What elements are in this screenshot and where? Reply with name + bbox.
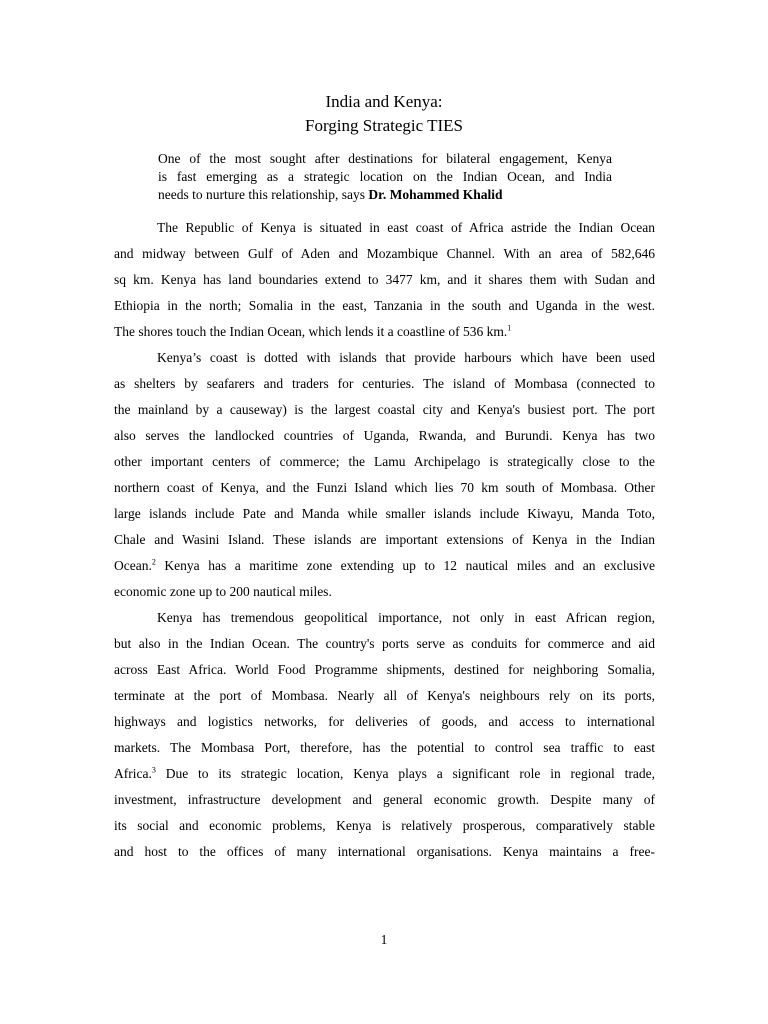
body-line: terminate at the port of Mombasa. Nearly all of Kenya's neighbours rely on its ports, (114, 688, 655, 703)
article-title-line-2: Forging Strategic TIES (304, 116, 464, 135)
body-line: The Republic of Kenya is situated in east coast of Africa astride the Indian Ocean (157, 220, 655, 235)
body-line (114, 553, 655, 579)
footnote-marker[interactable]: 1 (507, 323, 512, 333)
abstract-line: is fast emerging as a strategic location on the Indian Ocean, and India (158, 169, 612, 184)
body-line (114, 761, 655, 787)
body-line: as shelters by seafarers and traders for centuries. The island of Mombasa (connected to (114, 376, 655, 391)
body-line: other important centers of commerce; the Lamu Archipelago is strategically close to the (114, 454, 655, 469)
body-line: Kenya has tremendous geopolitical importance, not only in east African region, (157, 610, 655, 625)
body-line: northern coast of Kenya, and the Funzi Island which lies 70 km south of Mombasa. Other (114, 480, 655, 495)
body-line: Ethiopia in the north; Somalia in the east, Tanzania in the south and Uganda in the west. (114, 298, 655, 313)
body-line: also serves the landlocked countries of Uganda, Rwanda, and Burundi. Kenya has two (114, 428, 655, 443)
abstract-line: One of the most sought after destinations for bilateral engagement, Kenya (158, 151, 612, 166)
footnote-marker[interactable]: 3 (151, 765, 156, 775)
abstract-line-text: needs to nurture this relationship, says (158, 187, 369, 202)
body-line: Chale and Wasini Island. These islands are important extensions of Kenya in the Indian (114, 532, 655, 547)
body-line-text: The shores touch the Indian Ocean, which lends it a coastline of 536 km. (114, 324, 508, 339)
body-line-text: Ocean. (114, 558, 152, 573)
body-line: markets. The Mombasa Port, therefore, has the potential to control sea traffic to east (114, 740, 655, 755)
page-number: 1 (380, 932, 388, 947)
body-line: large islands include Pate and Manda while smaller islands include Kiwayu, Manda Toto, (114, 506, 655, 521)
body-line: and midway between Gulf of Aden and Mozambique Channel. With an area of 582,646 (114, 246, 655, 261)
body-line: Kenya’s coast is dotted with islands that provide harbours which have been used (157, 350, 655, 365)
body-line: its social and economic problems, Kenya is relatively prosperous, comparatively stable (114, 818, 655, 833)
footnote-marker[interactable]: 2 (151, 557, 156, 567)
article-body (114, 215, 655, 865)
author-name: Dr. Mohammed Khalid (368, 187, 503, 202)
body-line: the mainland by a causeway) is the largest coastal city and Kenya's busiest port. The port (114, 402, 655, 417)
body-line: highways and logistics networks, for deliveries of goods, and access to international (114, 714, 655, 729)
body-line: across East Africa. World Food Programme shipments, destined for neighboring Somalia, (114, 662, 655, 677)
body-line: economic zone up to 200 nautical miles. (114, 584, 332, 599)
body-line: sq km. Kenya has land boundaries extend to 3477 km, and it shares them with Sudan and (114, 272, 655, 287)
abstract-line (158, 186, 612, 204)
body-line: and host to the offices of many international organisations. Kenya maintains a free- (114, 844, 655, 859)
body-line: investment, infrastructure development and general economic growth. Despite many of (114, 792, 655, 807)
body-line-text: Africa. (114, 766, 152, 781)
body-line (114, 319, 655, 345)
body-line-text: Kenya has a maritime zone extending up to 12 nautical miles and an exclusive (155, 558, 655, 573)
article-title-line-1: India and Kenya: (325, 92, 443, 111)
abstract (158, 150, 612, 204)
body-line-text: Due to its strategic location, Kenya plays a significant role in regional trade, (155, 766, 655, 781)
body-line: but also in the Indian Ocean. The country's ports serve as conduits for commerce and aid (114, 636, 655, 651)
